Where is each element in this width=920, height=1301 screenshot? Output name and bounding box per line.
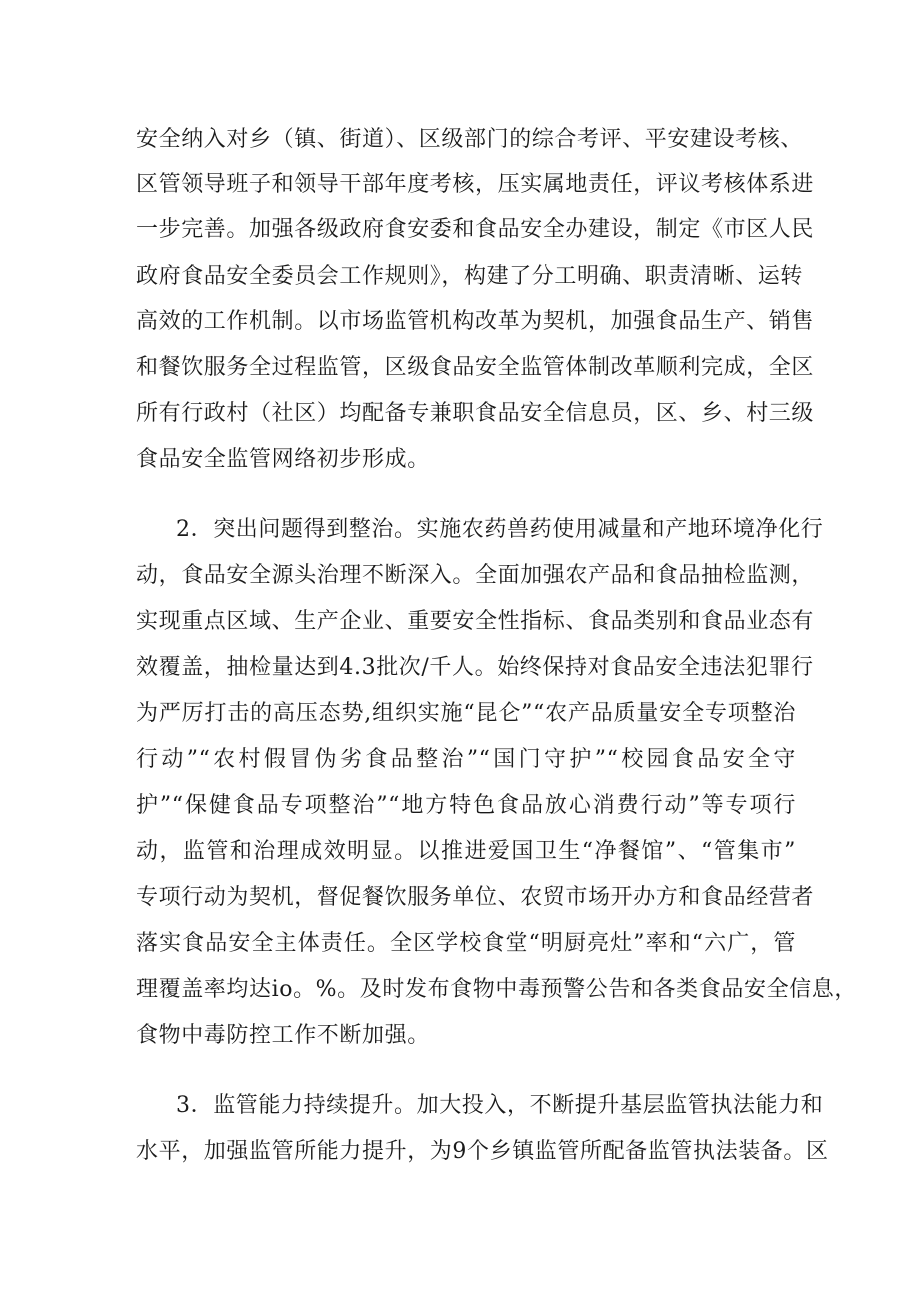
paragraph-3-line-2: 水平，加强监管所能力提升，为9个乡镇监管所配备监管执法装备。区: [136, 1139, 829, 1164]
paragraph-2-line-9: 专项行动为契机，督促餐饮服务单位、农贸市场开办方和食品经营者: [136, 885, 815, 910]
paragraph-2-line-7: 护”“保健食品专项整治”“地方特色食品放心消费行动”等专项行: [136, 793, 796, 818]
paragraph-1-line-3: 一步完善。加强各级政府食安委和食品安全办建设，制定《市区人民: [136, 217, 815, 242]
paragraph-2-line-3: 实现重点区域、生产企业、重要安全性指标、食品类别和食品业态有: [136, 609, 815, 634]
paragraph-2-line-12: 食物中毒防控工作不断加强。: [136, 1023, 430, 1048]
paragraph-2-line-2: 动，食品安全源头治理不断深入。全面加强农产品和食品抽检监测，: [136, 563, 815, 588]
paragraph-1-line-5: 高效的工作机制。以市场监管机构改革为契机，加强食品生产、销售: [136, 309, 815, 334]
paragraph-1-line-7: 所有行政村（社区）均配备专兼职食品安全信息员，区、乡、村三级: [136, 401, 815, 426]
paragraph-2-line-11: 理覆盖率均达io。%。及时发布食物中毒预警公告和各类食品安全信息，: [136, 977, 857, 1002]
paragraph-3-line-1: 3．监管能力持续提升。加大投入，不断提升基层监管执法能力和: [176, 1093, 824, 1118]
paragraph-1-line-2: 区管领导班子和领导干部年度考核，压实属地责任，评议考核体系进: [136, 172, 815, 197]
paragraph-2-line-1: 2．突出问题得到整治。实施农药兽药使用减量和产地环境净化行: [176, 517, 824, 542]
paragraph-2-line-4: 效覆盖，抽检量达到4.3批次/千人。始终保持对食品安全违法犯罪行: [136, 655, 814, 680]
paragraph-1-line-4: 政府食品安全委员会工作规则》，构建了分工明确、职责清晰、运转: [136, 264, 804, 289]
paragraph-2-line-10: 落实食品安全主体责任。全区学校食堂“明厨亮灶”率和“六广，管: [136, 931, 796, 956]
paragraph-1-line-8: 食品安全监管网络初步形成。: [136, 447, 430, 472]
paragraph-1-line-1: 安全纳入对乡（镇、街道）、区级部门的综合考评、平安建设考核、: [136, 127, 804, 152]
paragraph-2-line-5: 为严厉打击的高压态势,组织实施“昆仑”“农产品质量安全专项整治: [136, 701, 796, 726]
paragraph-2-line-8: 动，监管和治理成效明显。以推进爱国卫生“净餐馆”、“管集市”: [136, 839, 796, 864]
paragraph-1-line-6: 和餐饮服务全过程监管，区级食品安全监管体制改革顺利完成，全区: [136, 355, 815, 380]
paragraph-2-line-6: 行动”“农村假冒伪劣食品整治”“国门守护”“校园食品安全守: [136, 747, 796, 772]
